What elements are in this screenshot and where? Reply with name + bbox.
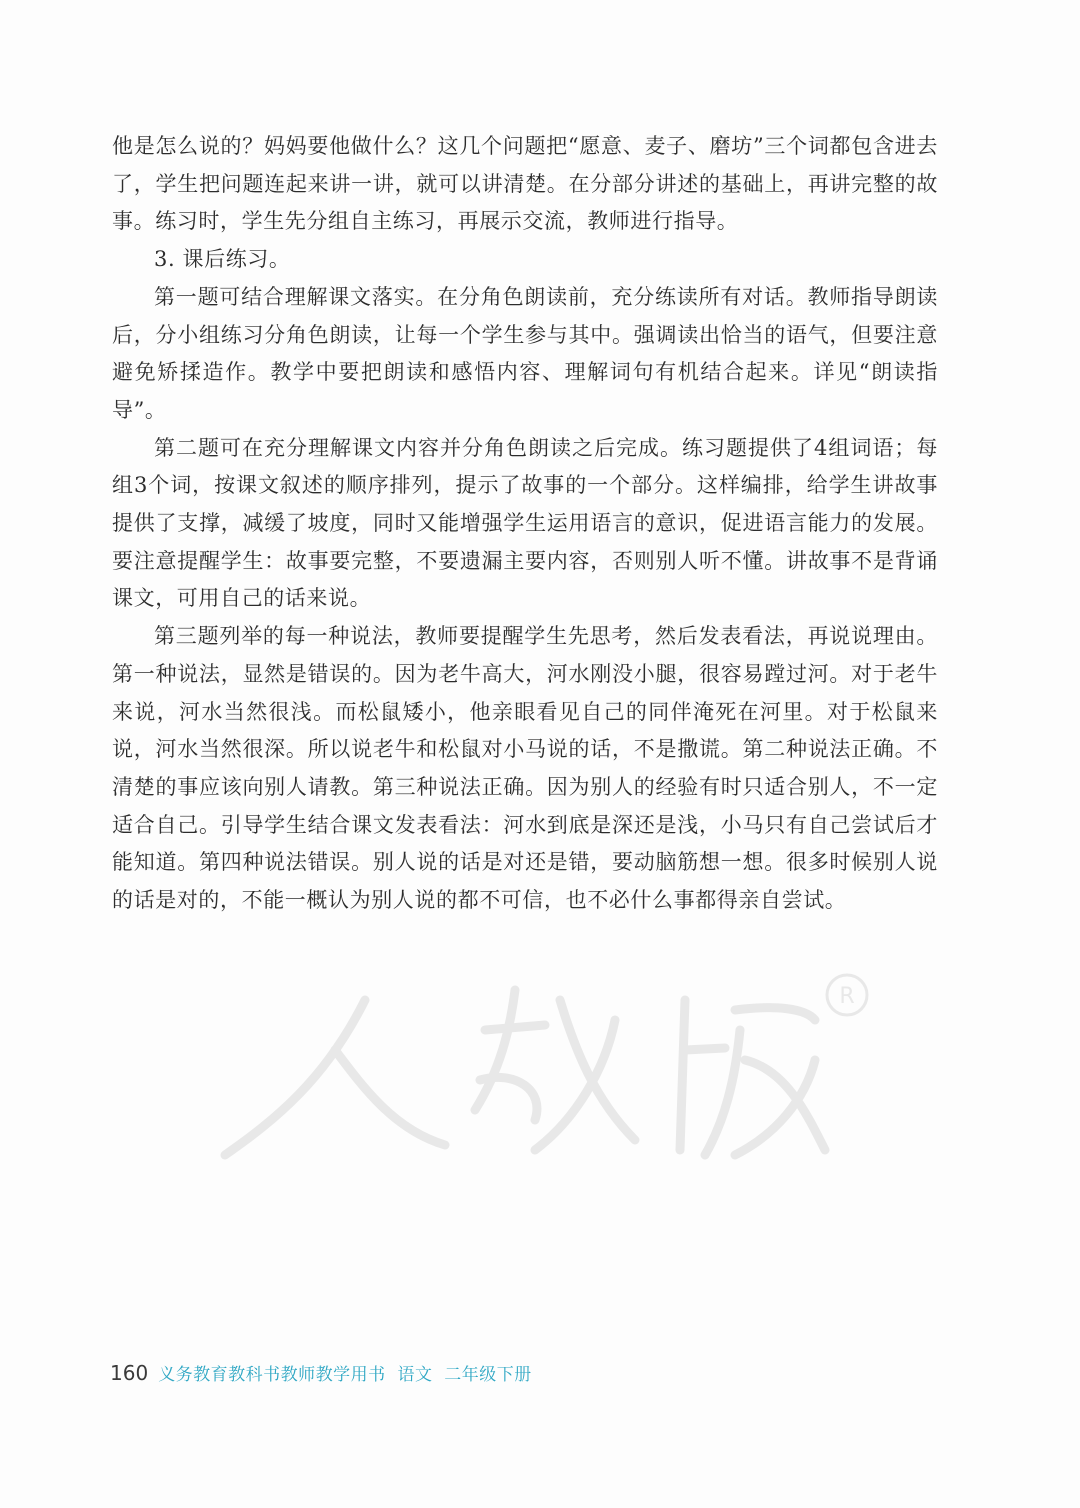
page-number: 160 — [110, 1361, 149, 1385]
paragraph-question-2: 第二题可在充分理解课文内容并分角色朗读之后完成。练习题提供了4组词语；每组3个词，按课文叙述的顺序排列，提示了故事的一个部分。这样编排，给学生讲故事提供了支撑，减缓了坡度，同时又能增强学生运用语言的意识，促进语言能力的发展。要注意提醒学生：故事要完整，不要遗漏主要内容，否则别人听不懂。讲故事不是背诵课文，可用自己的话来说。 — [112, 435, 938, 611]
body-text — [112, 128, 938, 920]
svg-text:R: R — [839, 984, 855, 1009]
book-title: 义务教育教科书教师教学用书 语文 二年级下册 — [158, 1365, 532, 1385]
page-footer — [110, 1360, 532, 1390]
paragraph-question-3: 第三题列举的每一种说法，教师要提醒学生先思考，然后发表看法，再说说理由。第一种说法，显然是错误的。因为老牛高大，河水刚没小腿，很容易蹚过河。对于老牛来说，河水当然很浅。而松鼠矮小，他亲眼看见自己的同伴淹死在河里。对于松鼠来说，河水当然很深。所以说老牛和松鼠对小马说的话，不是撒谎。第二种说法正确。不清楚的事应该向别人请教。第三种说法正确。因为别人的经验有时只适合别人，不一定适合自己。引导学生结合课文发表看法：河水到底是深还是浅，小马只有自己尝试后才能知道。第四种说法错误。别人说的话是对还是错，要动脑筋想一想。很多时候别人说的话是对的，不能一概认为别人说的都不可信，也不必什么事都得亲自尝试。 — [112, 624, 938, 913]
publisher-watermark — [215, 970, 895, 1170]
paragraph-question-1: 第一题可结合理解课文落实。在分角色朗读前，充分练读所有对话。教师指导朗读后，分小组练习分角色朗读，让每一个学生参与其中。强调读出恰当的语气，但要注意避免矫揉造作。教学中要把朗读和感悟内容、理解词句有机结合起来。详见“朗读指导”。 — [112, 284, 938, 422]
paragraph-continued: 他是怎么说的？妈妈要他做什么？这几个问题把“愿意、麦子、磨坊”三个词都包含进去了，学生把问题连起来讲一讲，就可以讲清楚。在分部分讲述的基础上，再讲完整的故事。练习时，学生先分组自主练习，再展示交流，教师进行指导。 — [112, 134, 938, 234]
section-heading-exercises: 3. 课后练习。 — [154, 247, 291, 272]
